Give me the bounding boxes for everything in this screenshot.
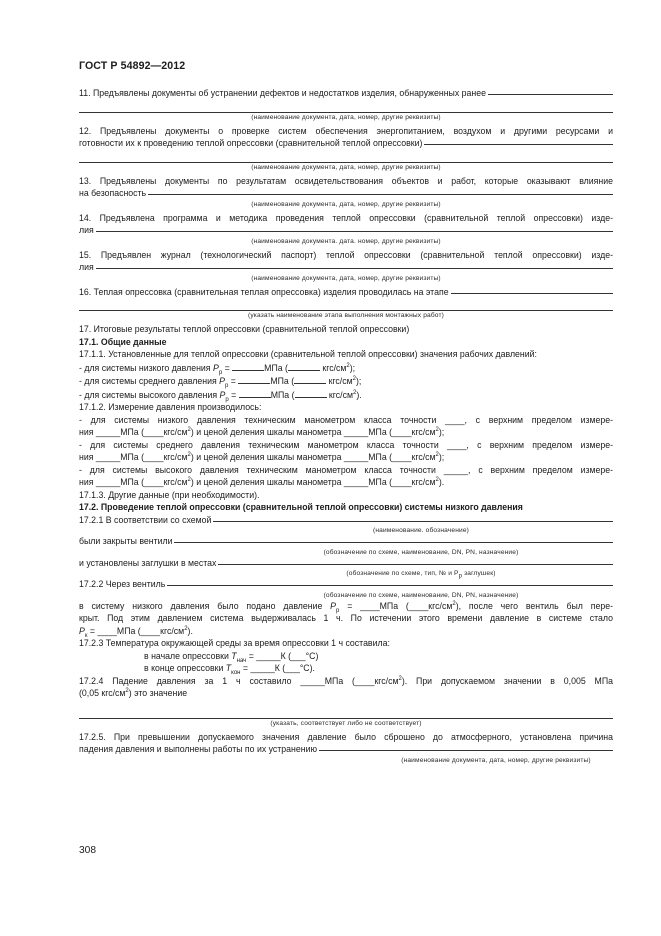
hint-valve-designation: (обозначение по схеме, наименование, DN, PN, назначение) [323, 591, 519, 599]
input-line[interactable] [79, 153, 613, 163]
input-blank[interactable] [232, 361, 264, 371]
input-line[interactable] [79, 301, 613, 311]
item-17-2-5-line1: 17.2.5. При превышении допускаемого значения давление было сброшено до атмосферного, установлена причина [79, 731, 613, 742]
item-15-line1: 15. Предъявлен журнал (технологический паспорт) теплой опрессовки (сравнительной теплой опрессовки) изде- [79, 249, 613, 260]
supply-line3: $P_к$ = ____МПа $(\_\_\_\_кгс/см^2)$. [79, 625, 193, 639]
item-12-line2: готовности их к проведению теплой опрессовки (сравнительной теплой опрессовки) [79, 137, 613, 150]
input-blank[interactable] [238, 374, 270, 384]
hint-doc-details: (наименование документа, дата, номер, другие реквизиты) [251, 274, 441, 282]
input-line[interactable] [79, 704, 613, 719]
input-line[interactable] [319, 750, 613, 751]
gauge-mid-line1: - для системы среднего давления техническим манометром класса точности ____, с верхним пределом измере- [79, 439, 613, 450]
gauge-high-line2: ния _____МПа $(\_\_\_\_кгс/см^2)$ и ценой деления шкалы манометра _____МПа $(\_\_\_\_кгс/см^2)$. [79, 477, 445, 487]
hint-doc-details: (наименование документа. дата. номер, другие реквизиты) [251, 237, 441, 245]
pressure-low: - для системы низкого давления $P_р$ = МПа ( кгс/$см^2$); [79, 362, 356, 376]
page-number: 308 [79, 845, 96, 856]
temp-end: в конце опрессовки $T_{кон}$ = _____К (___°С). [144, 663, 315, 676]
input-blank[interactable] [294, 374, 326, 384]
hint-doc-details: (наименование документа, дата, номер, другие реквизиты) [401, 756, 591, 764]
item-14-line1: 14. Предъявлена программа и методика проведения теплой опрессовки (сравнительной теплой опрессовки) изде- [79, 212, 613, 223]
hint-conformity: (указать, соответствует либо не соответствует) [270, 719, 422, 727]
hint-name-designation: (наименование. обозначение) [372, 527, 469, 534]
item-17-2-1: 17.2.1 В соответствии со схемой [79, 514, 613, 527]
pressure-high: - для системы высокого давления $P_р$ = МПа ( кгс/$см^2$). [79, 389, 362, 403]
item-17-1-2: 17.1.2. Измерение давления производилось: [79, 402, 262, 412]
pressure-mid: - для системы среднего давления $P_р$ = МПа ( кгс/$см^2$); [79, 376, 362, 389]
item-15-line2: лия [79, 261, 613, 274]
input-blank[interactable] [288, 361, 320, 371]
item-17-2-4-line1: 17.2.4 Падение давления за 1 ч составило _____МПа $(\_\_\_\_кгс/см^2)$. При допускаемом значении в 0,005 МПа [79, 675, 613, 686]
item-16: 16. Теплая опрессовка (сравнительная теплая опрессовка) изделия проводилась на этапе [79, 286, 613, 299]
input-line[interactable] [96, 231, 613, 232]
item-17-1-1: 17.1.1. Установленные для теплой опрессовки (сравнительной теплой опрессовки) значения рабочих давлений: [79, 349, 537, 359]
supply-line2: крыт. Под этим давлением система выдерживалась 1 ч. По истечении этого времени давление в системе стало [79, 613, 613, 623]
item-17-2-3: 17.2.3 Температура окружающей среды за время опрессовки 1 ч составила: [79, 638, 390, 648]
temp-start: в начале опрессовки $T_{нач}$ = _____К (___°С) [144, 650, 319, 664]
section-17-1-title: 17.1. Общие данные [79, 336, 167, 347]
item-12-line1: 12. Предъявлены документы о проверке систем обеспечения энергопитанием, воздухом и другими ресурсами и [79, 125, 613, 136]
input-line[interactable] [218, 564, 613, 565]
item-14-line2: лия [79, 224, 613, 237]
hint-doc-details: (наименование документа, дата, номер, другие реквизиты) [251, 163, 441, 171]
input-line[interactable] [451, 293, 613, 294]
gauge-mid-line2: ния _____МПа $(\_\_\_\_кгс/см^2)$ и ценой деления шкалы манометра _____МПа $(\_\_\_\_кгс/см^2)$; [79, 452, 445, 462]
item-17-1-3: 17.1.3. Другие данные (при необходимости). [79, 489, 260, 500]
gauge-low-line2: ния _____МПа $(\_\_\_\_кгс/см^2)$ и ценой деления шкалы манометра _____МПа $(\_\_\_\_кгс/см^2)$; [79, 427, 445, 437]
input-line[interactable] [96, 268, 613, 269]
input-line[interactable] [79, 103, 613, 113]
item-17: 17. Итоговые результаты теплой опрессовки (сравнительной теплой опрессовки) [79, 324, 410, 334]
section-17-2-title: 17.2. Проведение теплой опрессовки (сравнительной теплой опрессовки) системы низкого давления [79, 502, 523, 512]
input-blank[interactable] [295, 388, 327, 398]
supply-line1: в систему низкого давления было подано давление $P_р$ = ____МПа $(\_\_\_\_кгс/см^2)$, после чего вентиль был пере- [79, 600, 613, 614]
item-11: 11. Предъявлены документы об устранении дефектов и недостатков изделия, обнаруженных ранее [79, 87, 613, 100]
input-line[interactable] [213, 521, 613, 522]
gauge-low-line1: - для системы низкого давления техническим манометром класса точности ____, с верхним пределом измере- [79, 414, 613, 425]
input-line[interactable] [174, 542, 613, 543]
form-body [79, 87, 613, 765]
item-13-line2: на безопасность [79, 187, 613, 200]
item-13-line1: 13. Предъявлены документы по результатам освидетельствования объектов и работ, которые оказывают влияние [79, 175, 613, 186]
input-blank[interactable] [239, 388, 271, 398]
item-17-2-5-line2: падения давления и выполнены работы по их устранению [79, 743, 613, 756]
hint-stage: (указать наименование этапа выполнения монтажных работ) [248, 312, 444, 319]
standard-code: ГОСТ Р 54892—2012 [79, 60, 186, 72]
gauge-high-line1: - для системы высокого давления техническим манометром класса точности _____, с верхним пределом измере- [79, 464, 613, 475]
hint-valve-designation: (обозначение по схеме, наименование, DN, PN, назначение) [323, 548, 519, 556]
input-line[interactable] [424, 144, 613, 145]
item-17-2-2: 17.2.2 Через вентиль [79, 578, 613, 591]
hint-doc-details: (наименование документа, дата, номер, другие реквизиты) [251, 113, 441, 121]
hint-doc-details: (наименование документа, дата, номер, другие реквизиты) [251, 200, 441, 208]
valves-closed: были закрыты вентили [79, 535, 613, 548]
input-line[interactable] [488, 94, 613, 95]
plugs-installed: и установлены заглушки в местах [79, 557, 613, 570]
input-line[interactable] [148, 194, 613, 195]
item-17-2-4-line2: (0,05 кгс/$см^2$) это значение [79, 688, 188, 698]
input-line[interactable] [167, 585, 613, 586]
hint-plug-designation: (обозначение по схеме, тип, № и $P_р$ заглушек) [346, 570, 496, 580]
